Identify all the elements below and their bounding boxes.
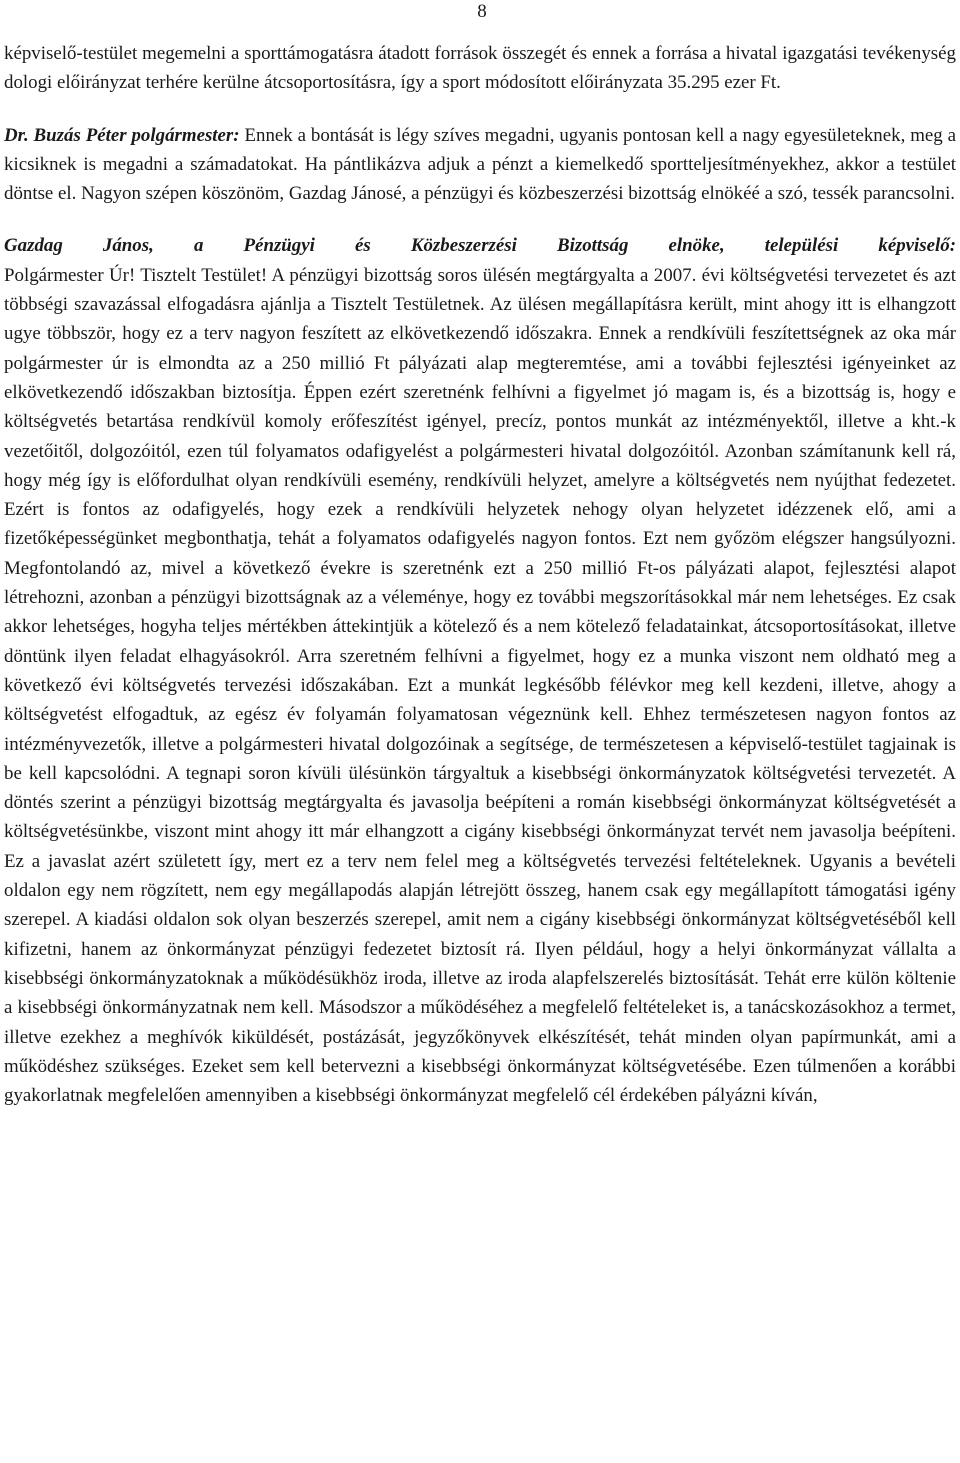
paragraph-mayor-statement: [4, 121, 956, 209]
speaker-name: Gazdag János, a Pénzügyi és Közbeszerzési Bizottság elnöke, települési képviselő:: [4, 235, 956, 257]
document-body: [4, 39, 956, 1110]
speaker-name: Dr. Buzás Péter polgármester:: [4, 124, 240, 146]
paragraph-committee-chair-statement: [4, 231, 956, 1110]
paragraph-text: Polgármester Úr! Tisztelt Testület! A pénzügyi bizottság soros ülésén megtárgyalta a 2007. évi költségvetési tervezetet és azt többségi szavazással elfogadásra ajánlja a Tisztelt Testületnek. Az ülésen megállapításra került, mint ahogy itt is elhangzott ugye többször, hogy ez a terv nagyon feszített az elkövetkezendő időszakra. Ennek a rendkívüli feszítettségnek az oka már polgármester úr is elmondta az a 250 millió Ft pályázati alap megteremtése, ami a további fejlesztési igényeinket az elkövetkezendő időszakban biztosítja. Éppen ezért szeretnénk felhívni a figyelmet jó magam is, és a bizottság is, hogy e költségvetés betartása rendkívül komoly erőfeszítést igényel, precíz, pontos munkát az intézményektől, illetve a kht.-k vezetőitől, dolgozóitól, ezen túl folyamatos odafigyelést a polgármesteri hivatal dolgozóitól. Azonban számítanunk kell rá, hogy még így is előfordulhat olyan rendkívüli esemény, rendkívüli helyzet, amelyre a költségvetés nem nyújthat fedezetet. Ezért is fontos az odafigyelés, hogy ezek a rendkívüli helyzetek nehogy olyan helyzetet idézzenek elő, ami a fizetőképességünket megbonthatja, tehát a folyamatos odafigyelés nagyon fontos. Ezt nem győzöm elégszer hangsúlyozni. Megfontolandó az, mivel a következő évekre is szeretnénk ezt a 250 millió Ft-os pályázati alapot, fejlesztési alapot létrehozni, azonban a pénzügyi bizottságnak az a véleménye, hogy ez további megszorításokkal már nem lehetséges. Ez csak akkor lehetséges, hogyha teljes mértékben áttekintjük a kötelező és a nem kötelező feladatainkat, átcsoportosításokat, illetve döntünk ilyen feladat elhagyásokról. Arra szeretném felhívni a figyelmet, hogy ez a munka viszont nem oldható meg a következő évi költségvetés tervezési időszakában. Ezt a munkát legkésőbb félévkor meg kell kezdeni, illetve, ahogy a költségvetést elfogadtuk, az egész év folyamán folyamatosan végeznünk kell. Ehhez természetesen nagyon fontos az intézményvezetők, illetve a polgármesteri hivatal dolgozóinak a segítsége, de természetesen a képviselő-testület tagjainak is be kell kapcsolódni. A tegnapi soron kívüli ülésünkön tárgyaltuk a kisebbségi önkormányzatok költségvetési tervezetét. A döntés szerint a pénzügyi bizottság megtárgyalta és javasolja beépíteni a román kisebbségi önkormányzat költségvetését a költségvetésünkbe, viszont mint ahogy itt már elhangzott a cigány kisebbségi önkormányzat tervét nem javasolja beépíteni. Ez a javaslat azért született így, mert ez a terv nem felel meg a költségvetés tervezési feltételeknek. Ugyanis a bevételi oldalon egy nem rögzített, nem egy megállapodás alapján létrejött összeg, hanem csak egy megállapított támogatási igény szerepel. A kiadási oldalon sok olyan beszerzés szerepel, amit nem a cigány kisebbségi önkormányzat költségvetéséből kell kifizetni, hanem az önkormányzat pénzügyi fedezetet biztosít rá. Ilyen például, hogy a helyi önkormányzat vállalta a kisebbségi önkormányzatoknak a működésükhöz iroda, illetve az iroda alapfelszerelés biztosítását. Tehát erre külön költenie a kisebbségi önkormányzatnak nem kell. Másodszor a működéséhez a megfelelő feltételeket is, a tanácskozásokhoz a termet, illetve ezekhez a meghívók kiküldését, postázását, jegyzőkönyvek elkészítését, tehát minden olyan papírmunkát, ami a működéshez szükséges. Ezeket sem kell betervezni a kisebbségi önkormányzat költségvetésébe. Ezen túlmenően a korábbi gyakorlatnak megfelelően amennyiben a kisebbségi önkormányzat megfelelő cél érdekében pályázni kíván,: [4, 264, 956, 1107]
paragraph-intro: [4, 39, 956, 98]
page-number: 8: [477, 1, 487, 22]
paragraph-text: képviselő-testület megemelni a sporttámogatásra átadott források összegét és ennek a forrása a hivatal igazgatási tevékenység dologi előirányzat terhére kerülne átcsoportosításra, így a sport módosított előirányzata 35.295 ezer Ft.: [4, 43, 956, 94]
paragraph-text: Ennek a bontását is légy szíves megadni, ugyanis pontosan kell a nagy egyesületeknek, meg a kicsiknek is megadni a számadatokat. Ha pántlikázva adjuk a pénzt a kiemelkedő sportteljesítményekhez, akkor a testület döntse el. Nagyon szépen köszönöm, Gazdag Jánosé, a pénzügyi és közbeszerzési bizottság elnökéé a szó, tessék parancsolni.: [4, 124, 956, 205]
